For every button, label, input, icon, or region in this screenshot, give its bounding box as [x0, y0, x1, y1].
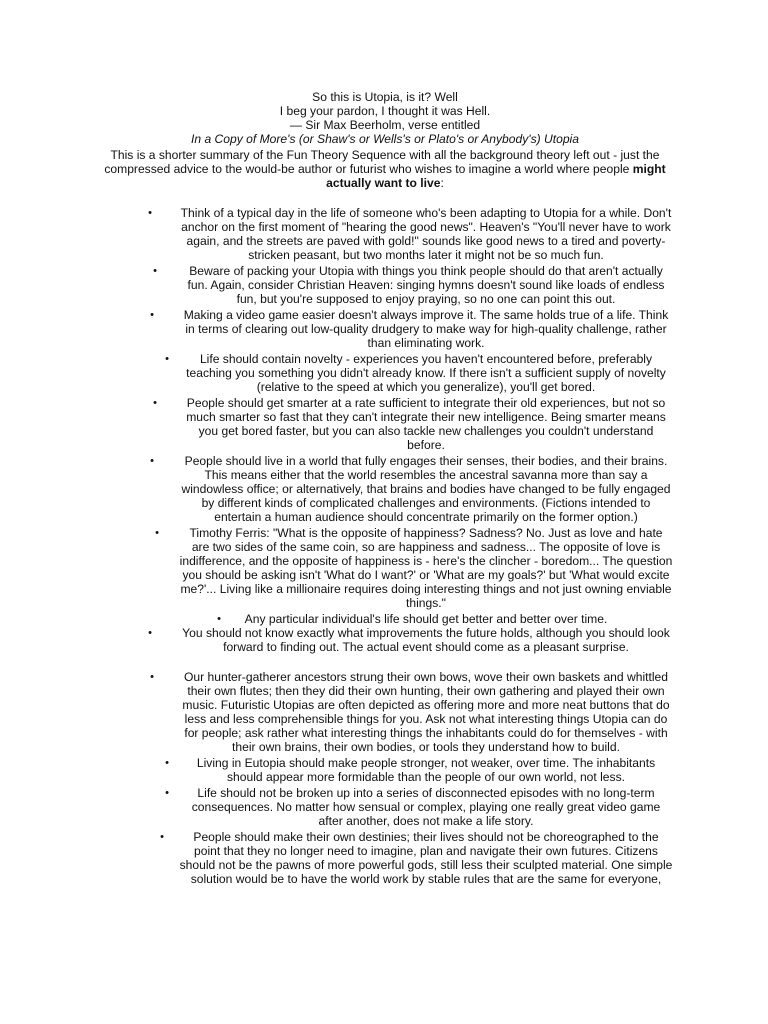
text-line: Any particular individual's life should get better and better over time.: [244, 612, 608, 626]
text-line: for people; ask rather what interesting things the inhabitants could do for themselves - with: [184, 726, 668, 740]
text-line: Living in Eutopia should make people stronger, not weaker, over time. The inhabitants: [196, 756, 656, 770]
bullet-icon: •: [165, 787, 169, 799]
text-line: People should make their own destinies; their lives should not be choreographed to the: [193, 830, 659, 844]
intro-line: This is a shorter summary of the Fun Theory Sequence with all the background theory left out - just the: [110, 148, 660, 162]
list-item-text: [160, 786, 692, 828]
text-line: Life should not be broken up into a series of disconnected episodes with no long-term: [197, 786, 655, 800]
text-line: People should get smarter at a rate sufficient to integrate their old experiences, but not so: [186, 396, 666, 410]
text-line: you should be asking isn't 'What do I want?' or 'What are my goals?' but 'What would excite: [182, 568, 670, 582]
bullet-icon: •: [155, 527, 159, 539]
bullet-icon: •: [217, 613, 221, 625]
bullet-icon: •: [148, 207, 152, 219]
intro-paragraph: [80, 148, 690, 190]
list-item-text: [160, 526, 692, 610]
list-item-text: [160, 264, 692, 306]
bullet-icon: •: [148, 627, 152, 639]
text-line: again, and the streets are paved with gold!" sounds like good news to a tired and poverty-: [186, 234, 666, 248]
bullet-icon: •: [165, 353, 169, 365]
intro-text: :: [440, 176, 444, 190]
text-line: things.": [406, 596, 446, 610]
text-line: stricken peasant, but two months later it might not be so much fun.: [248, 248, 604, 262]
text-line: should not be the pawns of more powerful gods, still less their sculpted material. One simple: [179, 858, 673, 872]
text-line: point that they no longer need to imagine, plan and navigate their own futures. Citizens: [194, 844, 658, 858]
epigraph-line: I beg your pardon, I thought it was Hell.: [279, 104, 491, 118]
text-line: fun. Again, consider Christian Heaven: singing hymns doesn't sound like loads of endless: [187, 278, 665, 292]
text-line: Life should contain novelty - experiences you haven't encountered before, preferably: [199, 352, 653, 366]
list-item-text: [160, 396, 692, 452]
text-line: Think of a typical day in the life of someone who's been adapting to Utopia for a while. Don't: [180, 206, 672, 220]
text-line: indifference, and the opposite of happiness is - here's the clincher - boredom... The question: [179, 554, 673, 568]
bullet-icon: •: [150, 671, 154, 683]
list-item-text: [160, 352, 692, 394]
list-item-text: [160, 756, 692, 784]
text-line: (relative to the speed at which you generalize), you'll get bored.: [256, 380, 596, 394]
bullet-icon: •: [165, 757, 169, 769]
text-line: People should live in a world that fully engages their senses, their bodies, and their brains.: [184, 454, 668, 468]
text-line: me?'... Living like a millionaire requires doing interesting things and not just owning enviable: [180, 582, 672, 596]
intro-text: compressed advice to the would-be author or futurist who wishes to imagine a world where people: [104, 162, 630, 176]
text-line: their own flutes; then they did their own hunting, their own gathering and played their own: [187, 684, 665, 698]
text-line: teaching you something you didn't already know. If there isn't a sufficient supply of novelty: [186, 366, 666, 380]
text-line: consequences. No matter how sensual or complex, playing one really great video game: [191, 800, 661, 814]
text-line: less and less comprehensible things for you. Ask not what interesting things Utopia can do: [184, 712, 668, 726]
text-line: anchor on the first moment of "hearing the good news". Heaven's "You'll never have to work: [181, 220, 671, 234]
text-line: are two sides of the same coin, so are happiness and sadness... The opposite of love is: [191, 540, 661, 554]
text-line: windowless office; or alternatively, that brains and bodies have changed to be fully engaged: [181, 482, 671, 496]
text-line: Our hunter-gatherer ancestors strung their own bows, wove their own baskets and whittled: [184, 670, 668, 684]
text-line: you get bored faster, but you can also tackle new challenges you couldn't understand: [198, 424, 654, 438]
text-line: Beware of packing your Utopia with things you think people should do that aren't actually: [189, 264, 663, 278]
text-line: solution would be to have the world work by stable rules that are the same for everyone,: [190, 872, 662, 886]
text-line: their own brains, their own bodies, or tools they understand how to build.: [232, 740, 620, 754]
list-item-text: [160, 612, 692, 626]
epigraph-line: So this is Utopia, is it? Well: [312, 90, 458, 104]
bullet-icon: •: [153, 265, 157, 277]
intro-line: [80, 176, 690, 190]
epigraph-source-title: In a Copy of More's (or Shaw's or Wells's or Plato's or Anybody's) Utopia: [191, 132, 579, 146]
text-line: before.: [407, 438, 445, 452]
intro-line: [80, 162, 690, 176]
text-line: entertain a human audience should concentrate primarily on the former option.): [214, 510, 638, 524]
bullet-icon: •: [150, 309, 154, 321]
text-line: much smarter so fast that they can't integrate their new intelligence. Being smarter means: [186, 410, 666, 424]
text-line: in terms of clearing out low-quality drudgery to make way for high-quality challenge, rather: [185, 322, 667, 336]
text-line: This means either that the world resembles the ancestral savanna more than say a: [204, 468, 648, 482]
text-line: Making a video game easier doesn't always improve it. The same holds true of a life. Think: [183, 308, 669, 322]
text-line: You should not know exactly what improvements the future holds, although you should look: [182, 626, 670, 640]
text-line: fun, but you're supposed to enjoy praying, so no one can point this out.: [236, 292, 616, 306]
epigraph-attribution: — Sir Max Beerholm, verse entitled: [289, 118, 481, 132]
text-line: by different kinds of complicated challenges and environments. (Fictions intended to: [201, 496, 651, 510]
list-item-text: [160, 454, 692, 524]
intro-emphasis: might: [632, 162, 666, 176]
list-item-text: [160, 206, 692, 262]
text-line: music. Futuristic Utopias are often depicted as offering more and more neat buttons that do: [182, 698, 670, 712]
list-item-text: [160, 626, 692, 654]
epigraph: [80, 90, 690, 146]
text-line: forward to finding out. The actual event should come as a pleasant surprise.: [223, 640, 629, 654]
bullet-icon: •: [153, 397, 157, 409]
text-line: than eliminating work.: [367, 336, 485, 350]
text-line: should appear more formidable than the people of our own world, not less.: [227, 770, 625, 784]
bullet-icon: •: [150, 455, 154, 467]
text-line: Timothy Ferris: "What is the opposite of happiness? Sadness? No. Just as love and hate: [189, 526, 663, 540]
text-line: after another, does not make a life story.: [318, 814, 534, 828]
list-item-text: [160, 670, 692, 754]
bullet-icon: •: [160, 831, 164, 843]
intro-emphasis: actually want to live: [326, 176, 441, 190]
list-item-text: [160, 308, 692, 350]
list-item-text: [160, 830, 692, 886]
